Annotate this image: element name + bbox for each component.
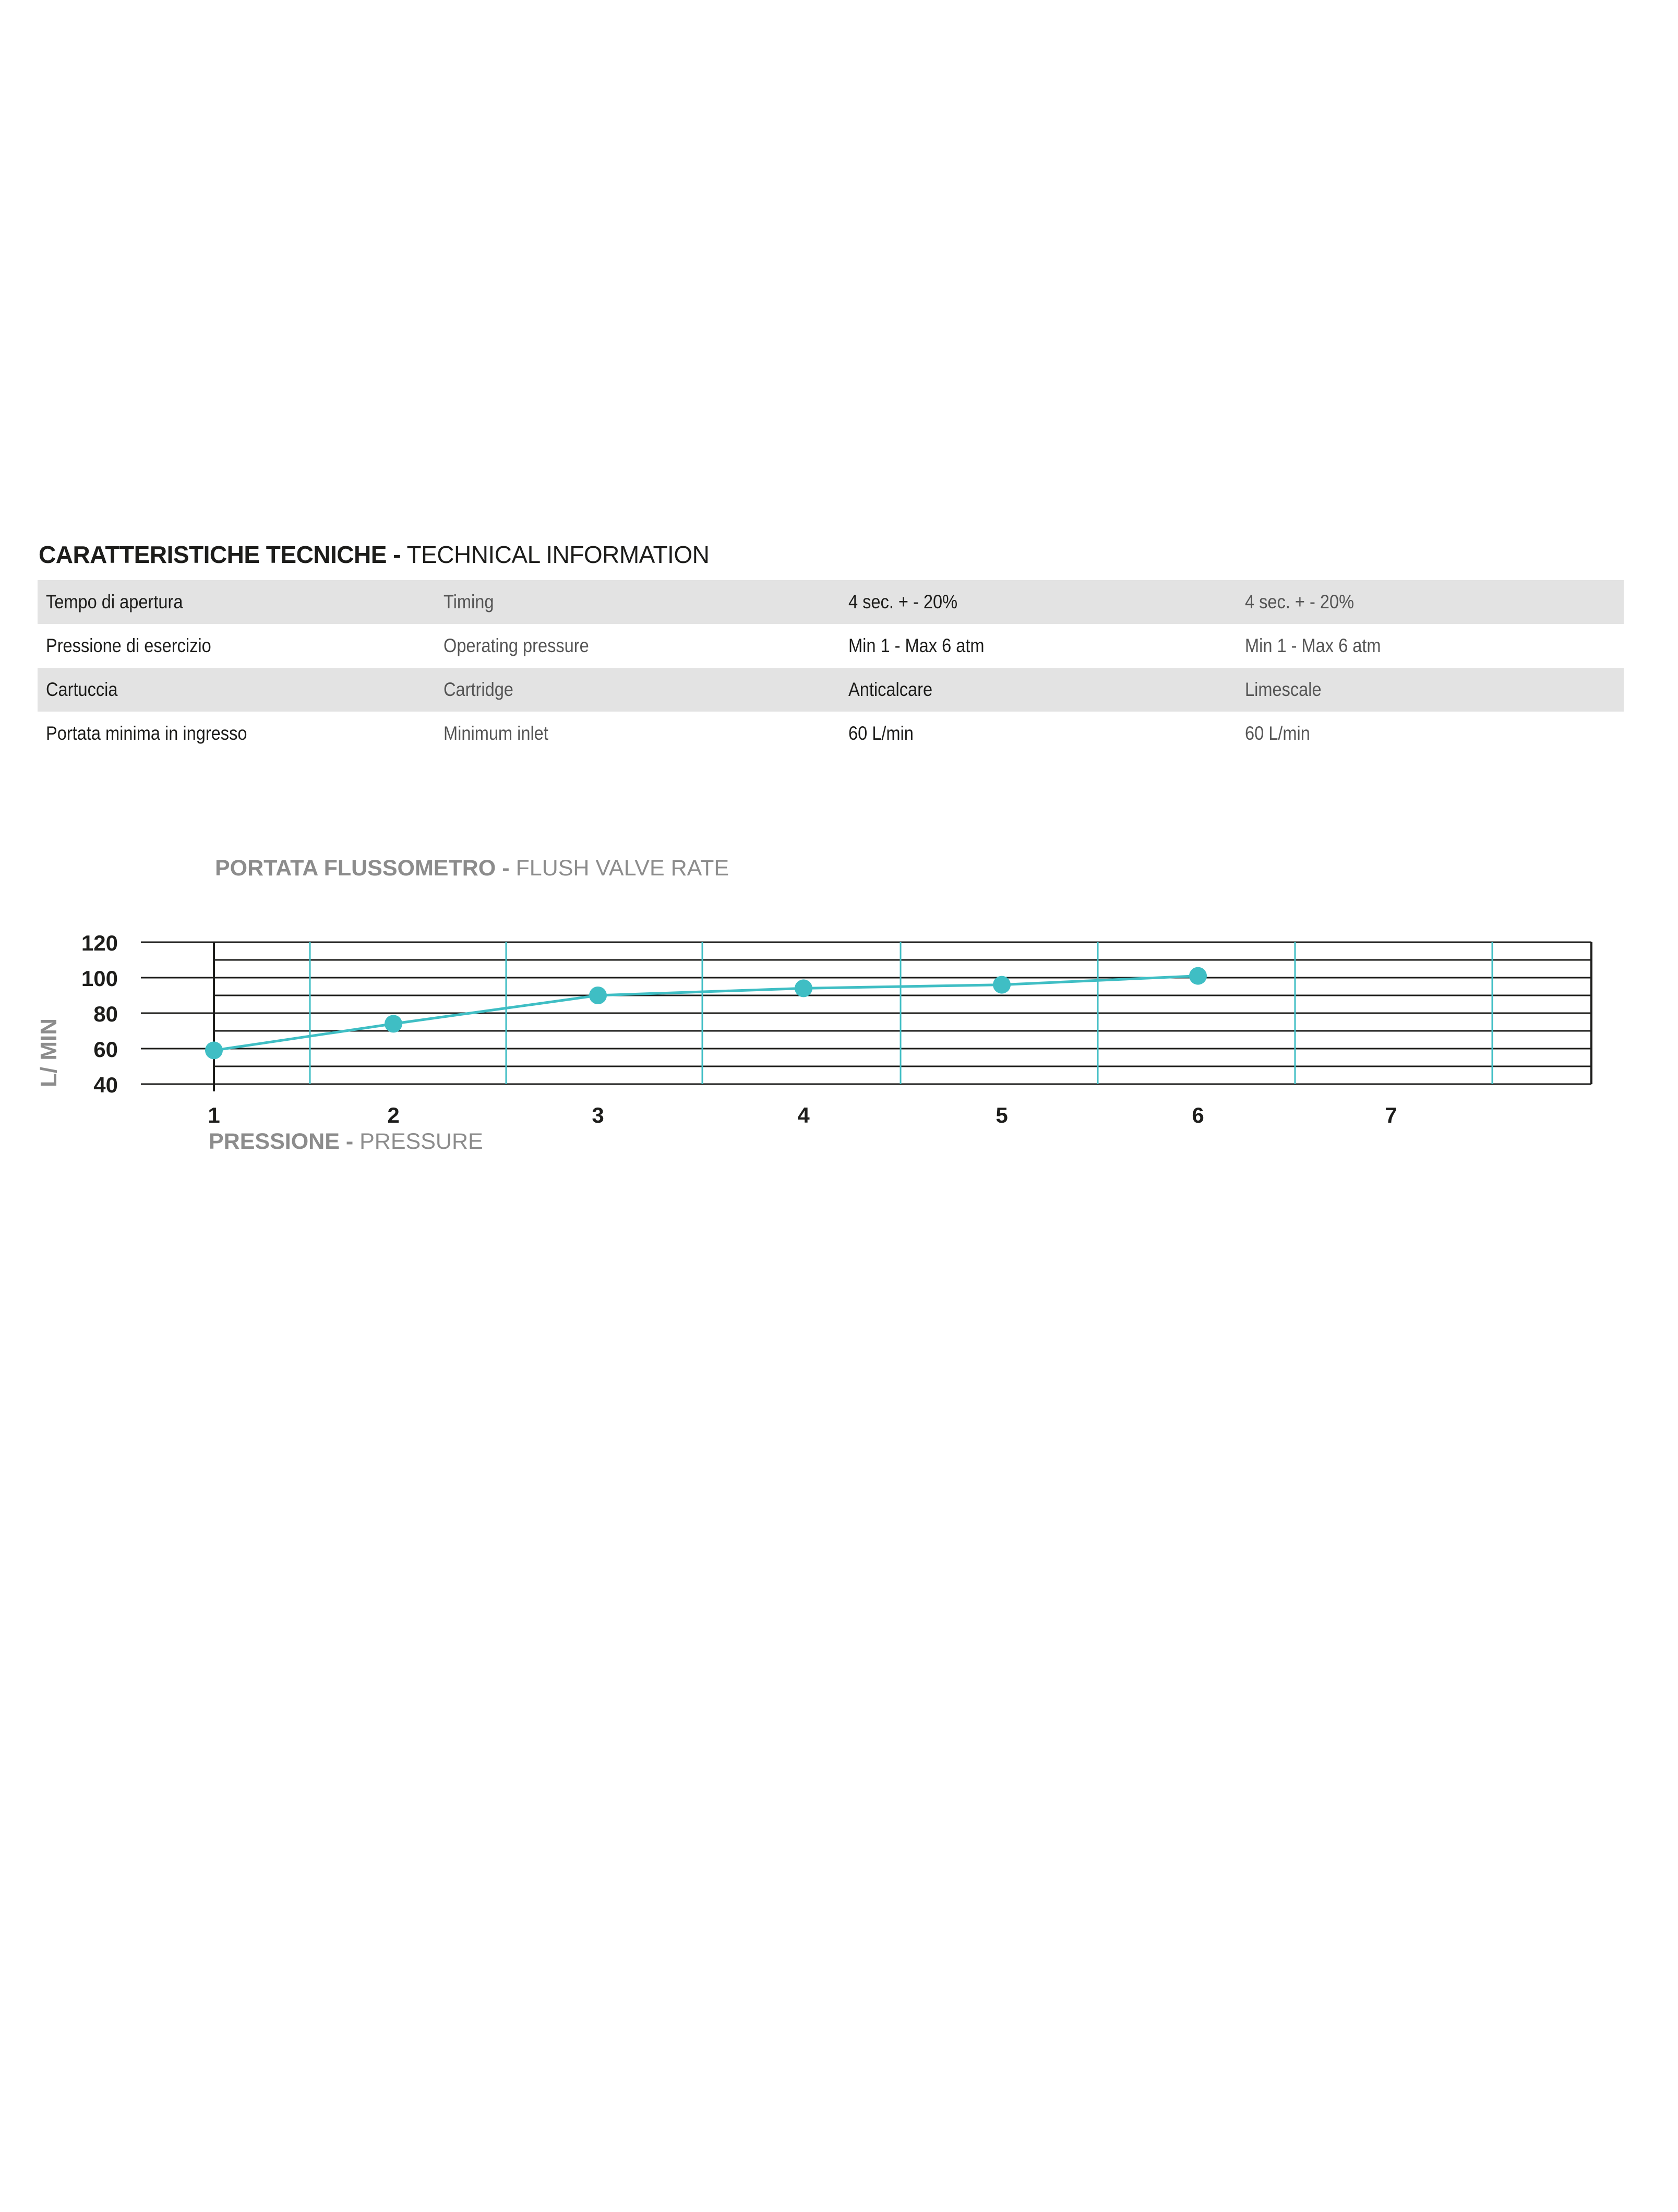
- spec-label-en: Operating pressure: [444, 635, 589, 656]
- x-tick-label: 2: [387, 1103, 400, 1127]
- x-axis-title-italian: PRESSIONE -: [209, 1129, 354, 1154]
- y-axis-title: L/ MIN: [36, 1018, 62, 1087]
- x-tick-label: 3: [592, 1103, 604, 1127]
- spec-value-it: Anticalcare: [848, 679, 933, 700]
- data-point: [589, 987, 607, 1004]
- y-tick-label: 60: [93, 1037, 118, 1062]
- data-point: [385, 1015, 402, 1032]
- spec-value-en: 60 L/min: [1245, 723, 1310, 744]
- section-title-italian: CARATTERISTICHE TECNICHE -: [39, 541, 401, 568]
- x-axis-title-english: PRESSURE: [359, 1129, 483, 1154]
- spec-value-en: 4 sec. + - 20%: [1245, 591, 1355, 612]
- spec-label-en: Cartridge: [444, 679, 513, 700]
- y-tick-label: 100: [81, 966, 118, 991]
- spec-value-it: Min 1 - Max 6 atm: [848, 635, 985, 656]
- data-point: [993, 976, 1011, 994]
- spec-value-it: 4 sec. + - 20%: [848, 591, 958, 612]
- y-tick-label: 80: [93, 1002, 118, 1026]
- x-tick-label: 4: [797, 1103, 810, 1127]
- spec-label-en: Minimum inlet: [444, 723, 548, 744]
- spec-label-it: Portata minima in ingresso: [46, 723, 247, 744]
- x-tick-label: 1: [208, 1103, 220, 1127]
- spec-label-en: Timing: [444, 591, 494, 612]
- spec-label-it: Tempo di apertura: [46, 591, 183, 612]
- x-tick-label: 5: [996, 1103, 1008, 1127]
- chart-title-english: FLUSH VALVE RATE: [516, 856, 729, 881]
- chart-grid: [214, 942, 1591, 1084]
- x-tick-label: 6: [1192, 1103, 1204, 1127]
- spec-value-en: Limescale: [1245, 679, 1322, 700]
- x-tick-label: 7: [1385, 1103, 1397, 1127]
- spec-label-it: Pressione di esercizio: [46, 635, 211, 656]
- chart-title-italian: PORTATA FLUSSOMETRO -: [215, 856, 510, 881]
- y-tick-label: 120: [81, 931, 118, 955]
- spec-value-en: Min 1 - Max 6 atm: [1245, 635, 1381, 656]
- data-point: [1189, 967, 1207, 985]
- y-tick-label: 40: [93, 1073, 118, 1097]
- data-point: [205, 1041, 223, 1059]
- data-point: [795, 979, 812, 997]
- spec-value-it: 60 L/min: [848, 723, 914, 744]
- spec-label-it: Cartuccia: [46, 679, 118, 700]
- section-title-english: TECHNICAL INFORMATION: [406, 541, 710, 568]
